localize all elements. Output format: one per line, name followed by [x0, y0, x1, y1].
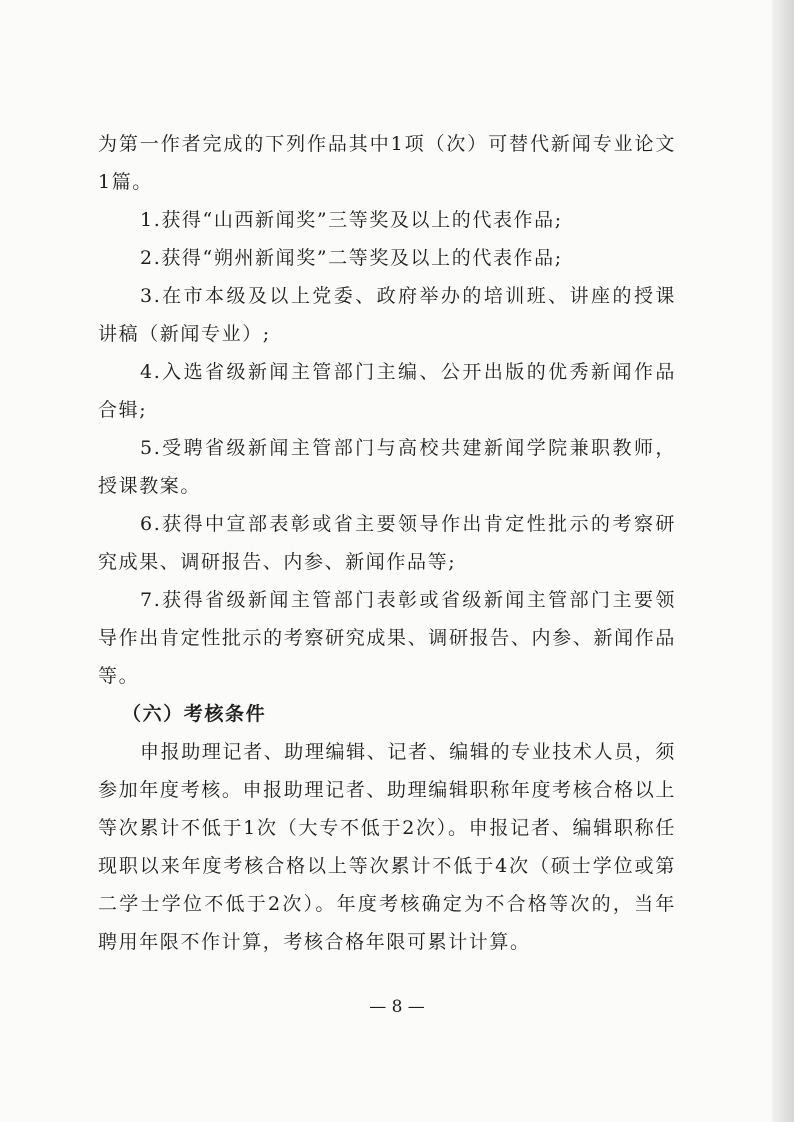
- list-item-3: 3.在市本级及以上党委、政府举办的培训班、讲座的授课讲稿（新闻专业）;: [98, 285, 676, 345]
- document-body: [98, 125, 676, 961]
- list-item-1: 1.获得“山西新闻奖”三等奖及以上的代表作品;: [140, 209, 563, 231]
- list-item-4: 4.入选省级新闻主管部门主编、公开出版的优秀新闻作品合辑;: [98, 361, 676, 421]
- page-number: — 8 —: [369, 997, 425, 1017]
- continuation-paragraph: 为第一作者完成的下列作品其中1项（次）可替代新闻专业论文1篇。: [98, 133, 676, 193]
- list-item-2: 2.获得“朔州新闻奖”二等奖及以上的代表作品;: [140, 247, 563, 269]
- section-heading: （六）考核条件: [122, 703, 267, 725]
- scan-shadow-edge: [772, 0, 794, 1122]
- list-item-7: 7.获得省级新闻主管部门表彰或省级新闻主管部门主要领导作出肯定性批示的考察研究成果、调研报告、内参、新闻作品等。: [98, 589, 676, 687]
- assessment-paragraph: 申报助理记者、助理编辑、记者、编辑的专业技术人员，须参加年度考核。申报助理记者、助理编辑职称年度考核合格以上等次累计不低于1次（大专不低于2次）。申报记者、编辑职称任现职以来年度考核合格以上等次累计不低于4次（硕士学位或第二学士学位不低于2次）。年度考核确定为不合格等次的，当年聘用年限不作计算，考核合格年限可累计计算。: [98, 741, 676, 953]
- list-item-5: 5.受聘省级新闻主管部门与高校共建新闻学院兼职教师，授课教案。: [98, 437, 676, 497]
- list-item-6: 6.获得中宣部表彰或省主要领导作出肯定性批示的考察研究成果、调研报告、内参、新闻作品等;: [98, 513, 676, 573]
